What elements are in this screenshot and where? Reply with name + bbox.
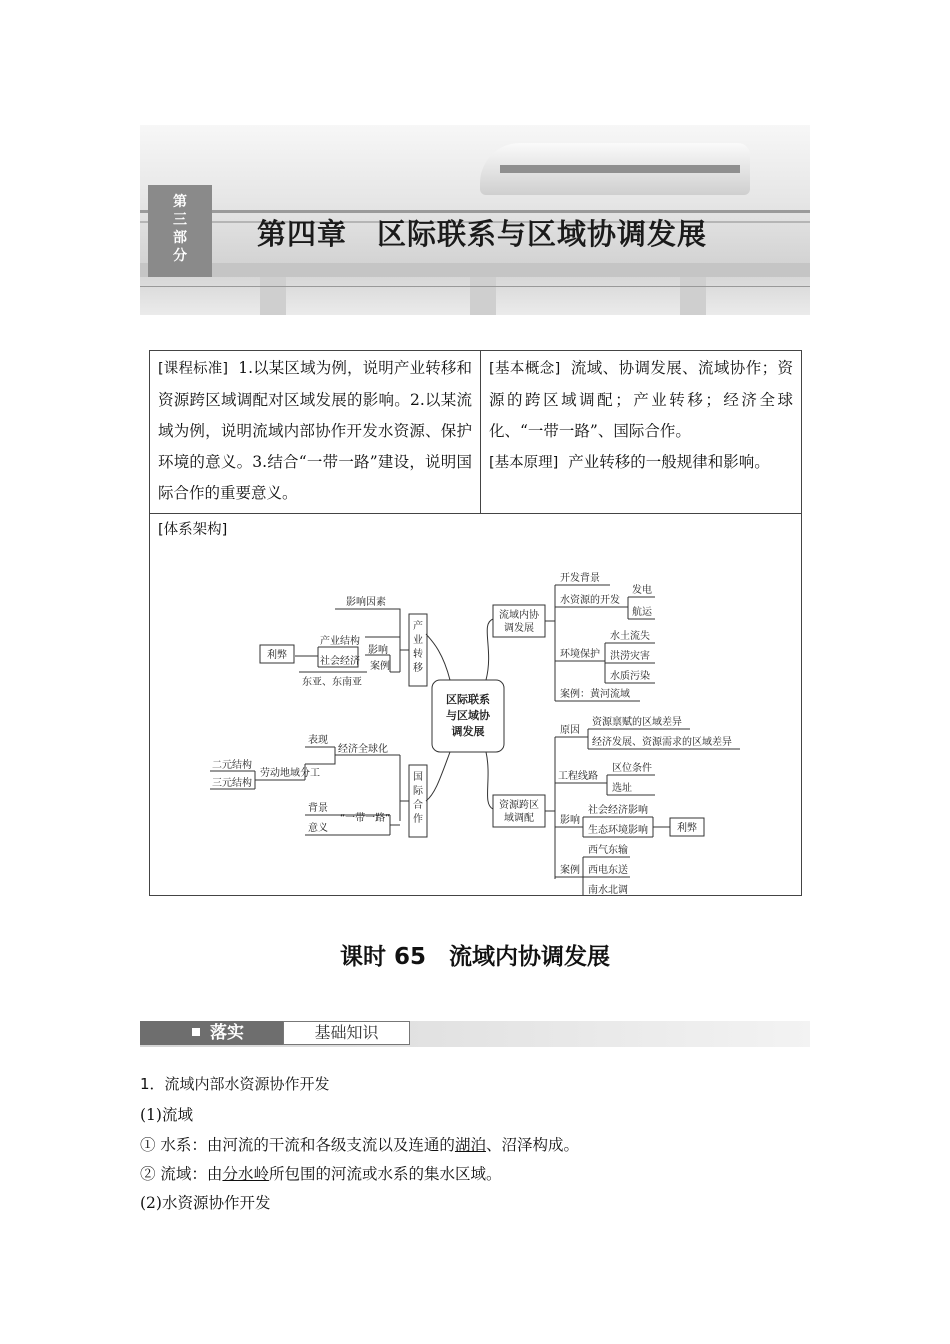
section-left-text: 落实 [210, 1023, 244, 1043]
resource-r1: 资源禀赋的区域差异 [592, 717, 682, 728]
p1-pre: ① 水系：由河流的干流和各级支流以及连通的 [140, 1136, 455, 1154]
industry-case-value: 东亚、东南亚 [302, 677, 362, 688]
basin-background: 开发背景 [560, 573, 600, 584]
p2-pre: ② 流域：由 [140, 1165, 223, 1183]
industry-title-2: 业 [413, 635, 423, 646]
framework-cell [150, 514, 802, 896]
section-left-label [140, 1021, 283, 1045]
concepts-block [481, 351, 801, 483]
connector [400, 755, 409, 821]
standards-tag: [课程标准] [158, 361, 229, 377]
industry-title-3: 转 [413, 649, 423, 660]
basin-shipping: 航运 [632, 607, 652, 618]
resource-r2: 经济发展、资源需求的区域差异 [592, 737, 732, 748]
principles-tag: [基本原理] [489, 455, 559, 471]
subheading-2: (2)水资源协作开发 [140, 1194, 271, 1212]
center-line-3: 调发展 [451, 725, 485, 738]
basin-title-1: 流域内协 [499, 610, 539, 621]
industry-pros-cons: 利弊 [267, 650, 287, 661]
intl-belt-road: “一带一路” [340, 813, 391, 824]
bridge-pillar [260, 277, 286, 315]
intl-labor: 劳动地域分工 [260, 768, 320, 779]
heading-1: 1．流域内部水资源协作开发 [140, 1075, 330, 1093]
basin-title-2: 调发展 [504, 623, 534, 634]
resource-route: 工程线路 [558, 771, 598, 782]
bridge-pillar [680, 277, 706, 315]
industry-title-4: 移 [413, 663, 423, 674]
chapter-overview-table [149, 350, 802, 896]
resource-case: 案例 [560, 865, 580, 876]
resource-title-2: 域调配 [504, 813, 534, 824]
standards-cell [150, 351, 481, 514]
intl-globalization: 经济全球化 [338, 744, 388, 755]
paragraph-1 [140, 1135, 810, 1155]
intl-meaning: 意义 [308, 823, 328, 834]
connector [305, 747, 335, 764]
basin-erosion: 水土流失 [610, 631, 650, 642]
resource-c2: 西电东送 [588, 865, 628, 876]
industry-impact: 影响 [368, 645, 388, 656]
p2-underlined: 分水岭 [222, 1165, 269, 1183]
basin-water-dev: 水资源的开发 [560, 595, 620, 606]
connector [545, 737, 555, 879]
principles-text: 产业转移的一般规律和影响。 [568, 453, 770, 471]
basin-flood: 洪涝灾害 [610, 651, 650, 662]
resource-location: 区位条件 [612, 763, 652, 774]
intl-expression: 表现 [308, 735, 328, 746]
mind-map [150, 539, 801, 895]
intl-title-3: 合 [413, 800, 423, 811]
paragraph-2 [140, 1164, 810, 1184]
intl-title-2: 际 [413, 786, 423, 797]
connector [335, 609, 400, 637]
chapter-title: 第四章 区际联系与区域协调发展 [257, 217, 708, 251]
basin-power: 发电 [632, 585, 652, 596]
standards-text: 1.以某区域为例，说明产业转移和资源跨区域调配对区域发展的影响。2.以某流域为例，说明流域内部协作开发水资源、保护环境的意义。3.结合“一带一路”建设，说明国际合作的重要意义。 [158, 359, 473, 502]
section-right-label: 基础知识 [283, 1021, 410, 1045]
center-line-1: 区际联系 [446, 693, 490, 706]
basin-case: 案例：黄河流域 [560, 689, 630, 700]
resource-reason: 原因 [560, 725, 580, 736]
framework-tag: [体系架构] [158, 522, 228, 538]
bridge-pillar [470, 277, 496, 315]
intl-title-1: 国 [413, 772, 423, 783]
concepts-cell [481, 351, 802, 514]
lesson-title: 课时 65 流域内协调发展 [339, 944, 610, 970]
industry-society: 社会经济 [320, 656, 360, 667]
resource-site: 选址 [612, 783, 632, 794]
concepts-tag: [基本概念] [489, 361, 561, 377]
bridge-deck [140, 263, 810, 277]
industry-structure: 产业结构 [320, 636, 360, 647]
subheading-1: (1)流域 [140, 1106, 193, 1124]
p2-post: 所包围的河流或水系的集水区域。 [268, 1165, 502, 1183]
connector [486, 752, 493, 809]
resource-impact: 影响 [560, 815, 580, 826]
part-label: 第三部分 [173, 194, 187, 264]
resource-socio: 社会经济影响 [588, 805, 648, 816]
industry-case: 案例 [370, 661, 390, 672]
connector [486, 619, 493, 680]
square-bullet-icon [192, 1028, 200, 1036]
connector [426, 752, 450, 801]
standards-block [150, 351, 480, 513]
connector [545, 585, 555, 701]
connector [295, 647, 318, 667]
train-window-band [500, 165, 740, 173]
connector [400, 637, 409, 672]
intl-binary: 二元结构 [212, 760, 252, 771]
basin-env: 环境保护 [560, 649, 600, 660]
resource-c1: 西气东输 [588, 845, 628, 856]
intl-background: 背景 [308, 803, 328, 814]
p1-underlined: 湖泊 [454, 1136, 486, 1154]
concepts-text: 流域、协调发展、流域协作；资源的跨区域调配；产业转移；经济全球化、“一带一路”、国际合作。 [489, 359, 793, 440]
resource-eco: 生态环境影响 [588, 825, 648, 836]
intl-title-4: 作 [413, 814, 423, 825]
resource-title-1: 资源跨区 [499, 800, 539, 811]
banner-divider [140, 286, 810, 287]
resource-c3: 南水北调 [588, 885, 628, 895]
basin-pollution: 水质污染 [610, 671, 650, 682]
industry-factors: 影响因素 [346, 597, 386, 608]
connector [426, 634, 450, 680]
intl-ternary: 三元结构 [212, 778, 252, 789]
p1-post: 、沼泽构成。 [485, 1136, 579, 1154]
center-line-2: 与区域协 [446, 709, 490, 722]
industry-title-1: 产 [413, 621, 423, 632]
resource-pros-cons: 利弊 [677, 823, 697, 834]
